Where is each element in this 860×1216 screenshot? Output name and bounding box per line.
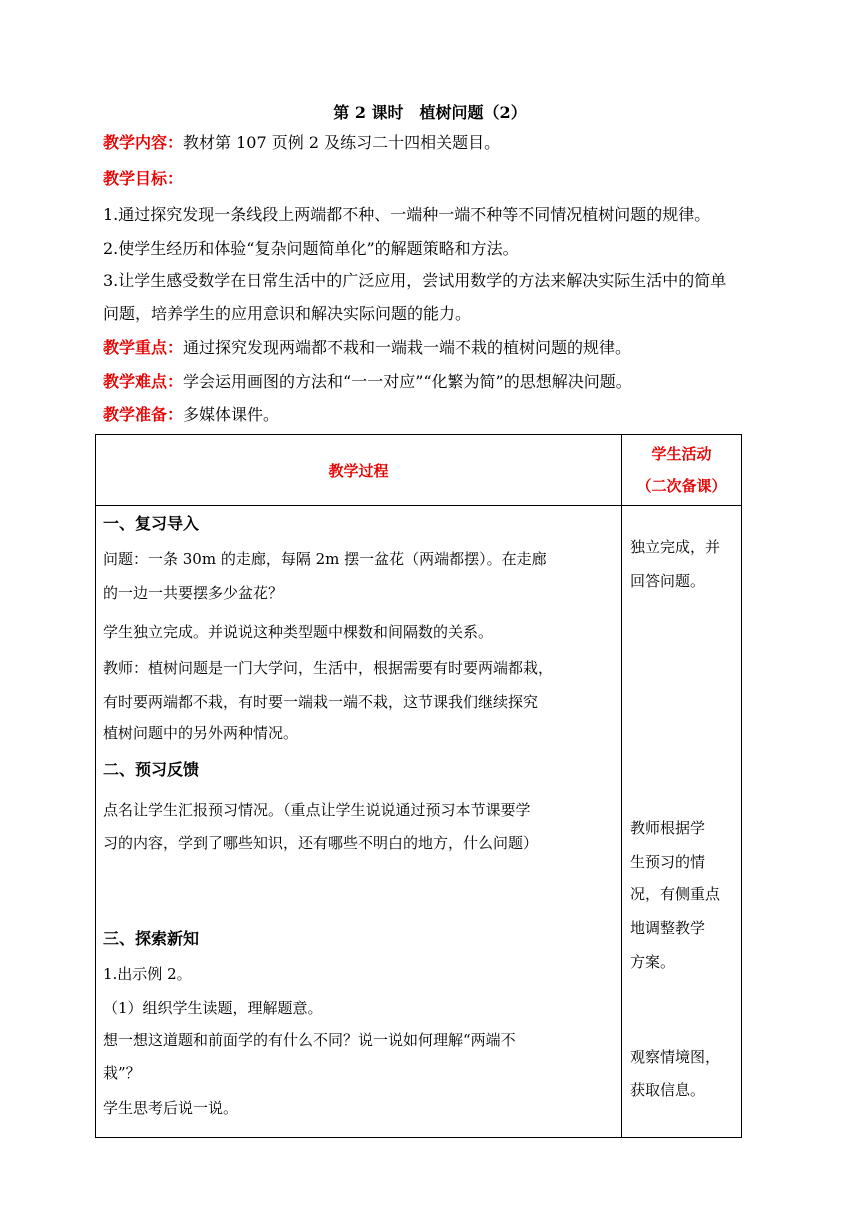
process-line: 植树问题中的另外两种情况。 — [103, 724, 299, 742]
lesson-table — [95, 434, 742, 1138]
process-line: 的一边一共要摆多少盆花？ — [103, 584, 284, 602]
content-text: 教材第 107 页例 2 及练习二十四相关题目。 — [183, 133, 501, 152]
process-line: 习的内容，学到了哪些知识，还有哪些不明白的地方，什么问题） — [103, 834, 539, 852]
section-heading: 三、探索新知 — [103, 929, 200, 948]
activity-line: 获取信息。 — [630, 1081, 706, 1099]
preparation-line — [103, 405, 279, 425]
goal-line: 问题，培养学生的应用意识和解决实际问题的能力。 — [103, 304, 472, 323]
process-line: 想一想这道题和前面学的有什么不同？说一说如何理解“两端不 — [103, 1031, 516, 1049]
difficulty-label: 教学难点： — [103, 372, 184, 391]
process-line: 栽”？ — [103, 1064, 141, 1082]
goals-label: 教学目标： — [103, 169, 184, 188]
preparation-label: 教学准备： — [103, 405, 184, 424]
process-line: 点名让学生汇报预习情况。（重点让学生说说通过预习本节课要学 — [103, 801, 531, 819]
activity-line: 教师根据学 — [630, 819, 706, 837]
process-line: 问题：一条 30m 的走廊，每隔 2m 摆一盆花（两端都摆）。在走廊 — [103, 550, 547, 568]
section-heading: 一、复习导入 — [103, 514, 200, 533]
activity-line: 方案。 — [630, 953, 676, 971]
key-point-line — [103, 338, 631, 358]
process-line: （1）组织学生读题，理解题意。 — [103, 999, 323, 1017]
header-activity-line1: 学生活动 — [651, 445, 712, 463]
activity-line: 回答问题。 — [630, 572, 706, 590]
activity-line: 观察情境图， — [630, 1048, 721, 1066]
process-line: 教师：植树问题是一门大学问，生活中，根据需要有时要两端都栽， — [103, 659, 554, 677]
activity-line: 独立完成，并 — [630, 538, 721, 556]
table-header-row — [96, 435, 742, 506]
content-label: 教学内容： — [103, 133, 184, 152]
process-line: 学生独立完成。并说说这种类型题中棵数和间隔数的关系。 — [103, 623, 494, 641]
content-line — [103, 133, 500, 153]
key-point-text: 通过探究发现两端都不栽和一端栽一端不栽的植树问题的规律。 — [183, 338, 632, 357]
activity-line: 况，有侧重点 — [630, 885, 721, 903]
goal-line: 3.让学生感受数学在日常生活中的广泛应用，尝试用数学的方法来解决实际生活中的简单 — [103, 271, 727, 290]
header-activity-line2: （二次备课） — [636, 477, 727, 495]
activity-line: 地调整教学 — [630, 919, 706, 937]
difficulty-text: 学会运用画图的方法和“一一对应”“化繁为简”的思想解决问题。 — [183, 372, 632, 391]
key-point-label: 教学重点： — [103, 338, 184, 357]
goals-heading — [103, 169, 183, 189]
header-activity — [622, 435, 742, 506]
process-cell — [96, 506, 622, 1138]
process-line: 有时要两端都不栽，有时要一端栽一端不栽，这节课我们继续探究 — [103, 693, 539, 711]
process-line: 1.出示例 2。 — [103, 965, 192, 983]
goal-line: 1.通过探究发现一条线段上两端都不种、一端种一端不种等不同情况植树问题的规律。 — [103, 205, 711, 224]
activity-cell — [622, 506, 742, 1138]
header-process: 教学过程 — [96, 435, 622, 506]
table-body-row — [96, 506, 742, 1138]
process-line: 学生思考后说一说。 — [103, 1099, 239, 1117]
difficulty-line — [103, 372, 632, 392]
section-heading: 二、预习反馈 — [103, 760, 200, 779]
page-title: 第 2 课时 植树问题（2） — [333, 103, 527, 122]
activity-line: 生预习的情 — [630, 853, 706, 871]
goal-line: 2.使学生经历和体验“复杂问题简单化”的解题策略和方法。 — [103, 239, 519, 258]
preparation-text: 多媒体课件。 — [183, 405, 280, 424]
